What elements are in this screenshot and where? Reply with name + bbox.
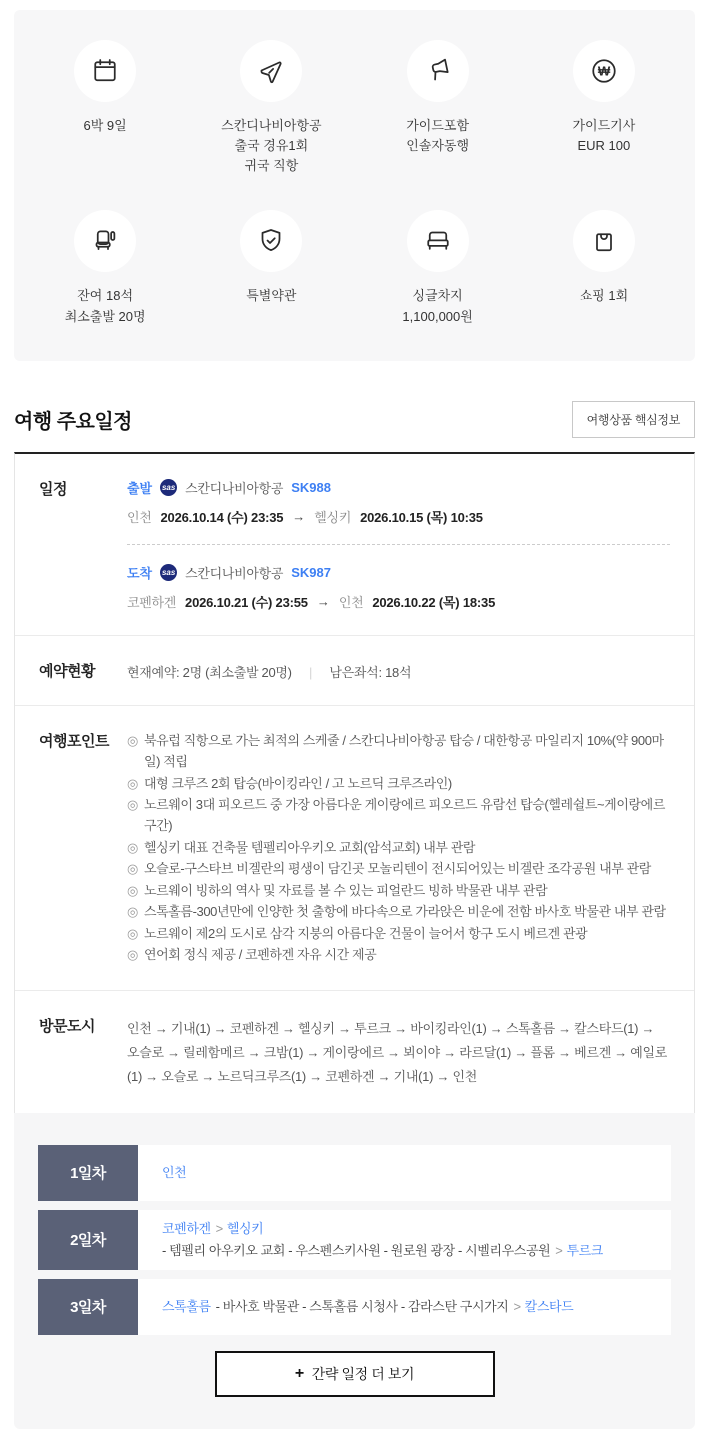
booking-divider: | (309, 664, 313, 680)
flight-info (127, 563, 670, 611)
trip-point-text: 노르웨이 3대 피오르드 중 가장 아름다운 게이랑에르 피오르드 유람선 탑승(헬레쉴트~게이랑에르 구간) (143, 797, 665, 834)
summary-item (355, 40, 521, 176)
summary-item (22, 210, 188, 326)
summary-icon-circle (573, 40, 635, 102)
bullet-marker: ◎ (127, 947, 138, 963)
day-city-name: 헬싱키 (226, 1220, 264, 1236)
summary-icon-circle (240, 40, 302, 102)
trip-point-text: 헬싱키 대표 건축물 템펠리아우키오 교회(암석교회) 내부 관람 (143, 839, 476, 855)
airline-logo-icon: sas (160, 564, 177, 581)
day-city-name: 인천 (162, 1164, 187, 1180)
flight-direction-label: 출발 (127, 480, 153, 496)
show-more-label: 간략 일정 더 보기 (311, 1365, 415, 1382)
summary-item-label: 특별약관 (246, 288, 297, 304)
bullet-marker: ◎ (127, 904, 138, 920)
summary-item (188, 40, 354, 176)
route-separator: > (215, 1220, 223, 1236)
svg-text:₩: ₩ (597, 63, 611, 79)
bullet-marker: ◎ (127, 882, 138, 898)
calendar-icon (90, 56, 120, 86)
trip-points-list (127, 730, 670, 966)
summary-item (521, 210, 687, 326)
day-route-summary (138, 1210, 671, 1270)
day-itinerary-panel (14, 1113, 695, 1429)
flight-header (127, 563, 670, 582)
trip-summary-grid (14, 10, 695, 361)
summary-item-label: 잔여 18석 최소출발 20명 (64, 288, 146, 324)
day-row (38, 1145, 671, 1201)
summary-item (355, 210, 521, 326)
summary-icon-circle (74, 40, 136, 102)
flight-info (127, 478, 670, 526)
bullet-marker: ◎ (127, 797, 138, 813)
route-from-city: 인천 (127, 509, 152, 525)
trip-point-item (127, 837, 670, 858)
trip-point-item (127, 901, 670, 922)
day-label: 2일차 (38, 1210, 138, 1270)
summary-icon-circle (407, 40, 469, 102)
route-depart-datetime: 2026.10.14 (수) 23:35 (160, 509, 284, 525)
trip-points-row (15, 705, 694, 990)
summary-icon-circle (74, 210, 136, 272)
booking-status-row (15, 635, 694, 705)
trip-point-item (127, 858, 670, 879)
show-more-schedule-button[interactable] (215, 1351, 495, 1397)
trip-point-text: 대형 크루즈 2회 탑승(바이킹라인 / 고 노르딕 크루즈라인) (143, 775, 452, 791)
flight-direction-label: 도착 (127, 565, 153, 581)
shield-check-icon (256, 226, 286, 256)
cities-row-label: 방문도시 (39, 1017, 95, 1035)
bullet-marker: ◎ (127, 732, 138, 748)
booking-row-label: 예약현황 (39, 662, 95, 680)
route-separator: > (513, 1298, 521, 1314)
summary-item (188, 210, 354, 326)
trip-info-table (14, 452, 695, 1113)
route-to-city: 헬싱키 (314, 509, 352, 525)
summary-item (22, 40, 188, 176)
flight-number: SK988 (291, 479, 331, 495)
trip-point-text: 스톡홀름-300년만에 인양한 첫 출항에 바다속으로 가라앉은 비운에 전함 바사호 박물관 내부 관람 (143, 904, 666, 920)
bullet-marker: ◎ (127, 775, 138, 791)
current-booking-label: 현재예약: (127, 664, 180, 680)
day-label: 1일차 (38, 1145, 138, 1201)
visited-cities-text: 인천 → 기내(1) → 코펜하겐 → 헬싱키 → 투르크 → 바이킹라인(1) → 스톡홀름 → 칼스타드(1) → 오슬로 → 릴레함메르 → 크밤(1) → 게이랑에르 → 뵈이야 → 라르달(1) → 플롬 → 베르겐 → 예일로(1) → 오슬로 → 노르딕크루즈(1) → 코펜하겐 → 기내(1) → 인천 (127, 1020, 668, 1084)
plus-icon: + (294, 1364, 304, 1382)
flight-header (127, 478, 670, 497)
day-city-name: 스톡홀름 (162, 1298, 211, 1314)
day-row (38, 1210, 671, 1270)
schedule-row (15, 454, 694, 635)
trip-point-text: 북유럽 직항으로 가는 최적의 스케줄 / 스칸디나비아항공 탑승 / 대한항공 마일리지 10%(약 900마일) 적립 (143, 732, 664, 770)
trip-point-item (127, 794, 670, 837)
summary-icon-circle (407, 210, 469, 272)
megaphone-icon (423, 56, 453, 86)
summary-item-label: 쇼핑 1회 (579, 288, 629, 304)
page-title: 여행 주요일정 (14, 410, 132, 433)
schedule-flights (127, 478, 670, 611)
route-depart-datetime: 2026.10.21 (수) 23:55 (185, 594, 308, 610)
points-row-label: 여행포인트 (39, 732, 109, 750)
bullet-marker: ◎ (127, 925, 138, 941)
airline-logo-icon: sas (160, 479, 177, 496)
day-rows (38, 1145, 671, 1335)
schedule-section-header (14, 401, 695, 438)
booking-status-line (127, 660, 670, 681)
route-arrow-icon: → (316, 593, 330, 609)
summary-item (521, 40, 687, 176)
day-stops-text: - 바사호 박물관 - 스톡홀름 시청사 - 감라스탄 구시가지 (215, 1298, 509, 1314)
trip-point-text: 노르웨이 빙하의 역사 및 자료를 볼 수 있는 피얼란드 빙하 박물관 내부 관람 (143, 882, 548, 898)
schedule-row-label: 일정 (39, 480, 67, 498)
route-separator: > (555, 1242, 563, 1258)
summary-icon-circle (240, 210, 302, 272)
trip-point-item (127, 730, 670, 773)
route-arrive-datetime: 2026.10.15 (목) 10:35 (360, 509, 483, 525)
bullet-marker: ◎ (127, 861, 138, 877)
visited-cities-row (15, 990, 694, 1113)
route-arrow-icon: → (292, 508, 306, 524)
flight-divider (127, 544, 670, 545)
airline-name: 스칸디나비아항공 (185, 565, 284, 581)
airline-name: 스칸디나비아항공 (185, 480, 284, 496)
day-label: 3일차 (38, 1279, 138, 1335)
route-to-city: 인천 (338, 594, 364, 610)
day-city-name: 칼스타드 (524, 1298, 574, 1314)
day-city-name: 투르크 (566, 1242, 603, 1258)
route-from-city: 코펜하겐 (127, 594, 177, 610)
day-stops-text: - 템펠리 아우키오 교회 - 우스펜스키사원 - 원로원 광장 - 시벨리우스공원 (162, 1242, 551, 1258)
flight-route (127, 592, 670, 611)
seat-icon (90, 226, 120, 256)
summary-icon-circle (573, 210, 635, 272)
remaining-seats-label: 남은좌석: (329, 664, 382, 680)
day-route-summary (138, 1279, 671, 1335)
trip-point-text: 오슬로-구스타브 비겔란의 평생이 담긴곳 모놀리텐이 전시되어있는 비겔란 조각공원 내부 관람 (143, 861, 651, 877)
trip-point-item (127, 944, 670, 965)
trip-point-item (127, 880, 670, 901)
won-currency-icon (589, 56, 619, 86)
airplane-icon (256, 56, 286, 86)
trip-point-item (127, 773, 670, 794)
shopping-bag-icon (589, 226, 619, 256)
day-city-name: 코펜하겐 (162, 1220, 211, 1236)
key-info-button[interactable]: 여행상품 핵심정보 (572, 401, 695, 438)
current-booking-value: 2명 (최소출발 20명) (182, 664, 292, 680)
bullet-marker: ◎ (127, 839, 138, 855)
trip-point-text: 연어회 정식 제공 / 코펜하겐 자유 시간 제공 (143, 947, 377, 963)
route-arrive-datetime: 2026.10.22 (목) 18:35 (372, 594, 496, 610)
trip-point-text: 노르웨이 제2의 도시로 삼각 지붕의 아름다운 건물이 늘어서 항구 도시 베르겐 관광 (143, 925, 588, 941)
remaining-seats-value: 18석 (385, 664, 412, 680)
bed-icon (423, 226, 453, 256)
summary-item-label: 싱글차지 1,100,000원 (402, 288, 473, 324)
flight-route (127, 507, 670, 526)
day-route-summary (138, 1145, 671, 1201)
summary-item-label: 6박 9일 (83, 118, 127, 133)
summary-item-label: 가이드기사 EUR 100 (572, 118, 636, 154)
flight-number: SK987 (291, 564, 331, 580)
trip-point-item (127, 923, 670, 944)
summary-item-label: 스칸디나비아항공 출국 경유1회 귀국 직항 (221, 118, 322, 174)
summary-item-label: 가이드포함 인솔자동행 (406, 118, 470, 154)
day-row (38, 1279, 671, 1335)
